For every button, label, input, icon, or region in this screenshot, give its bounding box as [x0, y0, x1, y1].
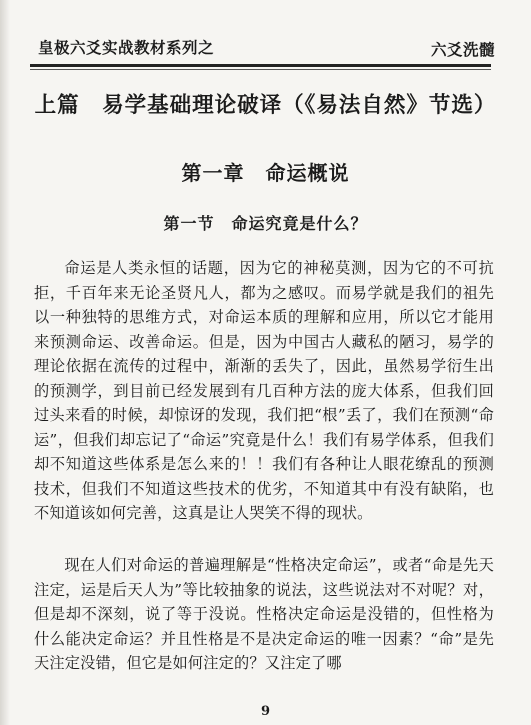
- part-title: 上篇 易学基础理论破译（《易法自然》节选）: [34, 93, 497, 118]
- section-title: 第一节 命运究竟是什么？: [163, 214, 368, 233]
- chapter-title: 第一章 命运概说: [181, 161, 350, 185]
- header-book-title: 六爻洗髓: [430, 40, 495, 59]
- header-rule-thick: [30, 64, 491, 67]
- running-header: [30, 30, 501, 62]
- page-number: 9: [260, 704, 271, 719]
- header-series-title: 皇极六爻实战教材系列之: [38, 38, 215, 57]
- header-rule-thin: [30, 69, 491, 70]
- body-paragraph-2: 现在人们对命运的普遍理解是“性格决定命运”，或者“命是先天注定，运是后天人为”等比较抽象的说法，这些说法对不对呢？对，但是却不深刻，说了等于没说。性格决定命运是没错的，但性格为什么能决定命运？并且性格是不是决定命运的唯一因素？“命”是先天注定没错，但它是如何注定的？又注定了哪: [34, 556, 494, 672]
- body-paragraph-1: 命运是人类永恒的话题，因为它的神秘莫测，因为它的不可抗拒，千百年来无论圣贤凡人，都为之感叹。而易学就是我们的祖先以一种独特的思维方式，对命运本质的理解和应用，所以它才能用来预测命运、改善命运。但是，因为中国古人藏私的陋习，易学的理论依据在流传的过程中，渐渐的丢失了，因此，虽然易学衍生出的预测学，到目前已经发展到有几百种方法的庞大体系，但我们回过头来看的时候，却惊讶的发现，我们把“根”丢了，我们在预测“命运”，但我们却忘记了“命运”究竟是什么！我们有易学体系，但我们却不知道这些体系是怎么来的！！我们有各种让人眼花缭乱的预测技术，但我们不知道这些技术的优劣，不知道其中有没有缺陷，也不知道该如何完善，这真是让人哭笑不得的现状。: [34, 259, 494, 522]
